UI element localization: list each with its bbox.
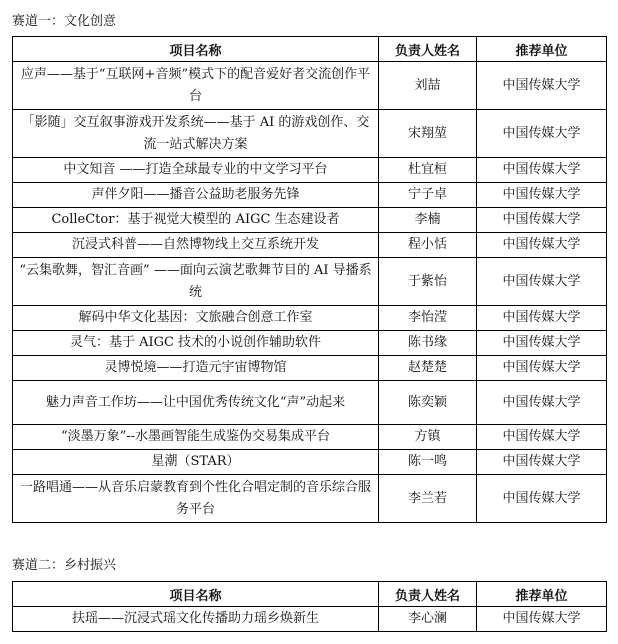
table-row — [13, 425, 607, 450]
project-name: “云集歌舞，智汇音画” ——面向云演艺歌舞节目的 AI 导播系统 — [13, 258, 379, 306]
table-row — [13, 208, 607, 233]
table-row — [13, 475, 607, 523]
table-row — [13, 258, 607, 306]
recommending-unit: 中国传媒大学 — [477, 607, 607, 632]
table-row — [13, 356, 607, 381]
lead-name: 方镇 — [379, 425, 477, 450]
recommending-unit: 中国传媒大学 — [477, 331, 607, 356]
recommending-unit: 中国传媒大学 — [477, 233, 607, 258]
recommending-unit: 中国传媒大学 — [477, 475, 607, 523]
project-table — [12, 36, 607, 523]
header-project-name: 项目名称 — [13, 37, 379, 62]
recommending-unit: 中国传媒大学 — [477, 450, 607, 475]
lead-name: 于紫怡 — [379, 258, 477, 306]
recommending-unit: 中国传媒大学 — [477, 158, 607, 183]
table-header-row — [13, 37, 607, 62]
project-name: 「影随」交互叙事游戏开发系统——基于 AI 的游戏创作、交流一站式解决方案 — [13, 110, 379, 158]
lead-name: 宋翔堃 — [379, 110, 477, 158]
table-row — [13, 62, 607, 110]
header-lead-name: 负责人姓名 — [379, 37, 477, 62]
table-row — [13, 331, 607, 356]
lead-name: 程小恬 — [379, 233, 477, 258]
project-name: 中文知音 ——打造全球最专业的中文学习平台 — [13, 158, 379, 183]
recommending-unit: 中国传媒大学 — [477, 381, 607, 425]
project-name: 星潮（STAR） — [13, 450, 379, 475]
project-name: “淡墨万象”--水墨画智能生成鉴伪交易集成平台 — [13, 425, 379, 450]
project-name: ColleCtor：基于视觉大模型的 AIGC 生态建设者 — [13, 208, 379, 233]
recommending-unit: 中国传媒大学 — [477, 62, 607, 110]
recommending-unit: 中国传媒大学 — [477, 183, 607, 208]
lead-name: 李楠 — [379, 208, 477, 233]
lead-name: 刘喆 — [379, 62, 477, 110]
header-project-name: 项目名称 — [13, 582, 379, 607]
table-row — [13, 110, 607, 158]
project-name: 扶瑶——沉浸式瑶文化传播助力瑶乡焕新生 — [13, 607, 379, 632]
lead-name: 陈奕颖 — [379, 381, 477, 425]
header-lead-name: 负责人姓名 — [379, 582, 477, 607]
project-name: 一路唱通——从音乐启蒙教育到个性化合唱定制的音乐综合服务平台 — [13, 475, 379, 523]
project-name: 沉浸式科普——自然博物线上交互系统开发 — [13, 233, 379, 258]
table-row — [13, 381, 607, 425]
table-row — [13, 306, 607, 331]
table-row — [13, 158, 607, 183]
project-name: 应声——基于“互联网+音频”模式下的配音爱好者交流创作平台 — [13, 62, 379, 110]
lead-name: 陈书缘 — [379, 331, 477, 356]
header-recommending-unit: 推荐单位 — [477, 37, 607, 62]
table-row — [13, 607, 607, 632]
project-name: 灵气：基于 AIGC 技术的小说创作辅助软件 — [13, 331, 379, 356]
project-name: 灵博悦境——打造元宇宙博物馆 — [13, 356, 379, 381]
project-name: 魅力声音工作坊——让中国优秀传统文化“声”动起来 — [13, 381, 379, 425]
lead-name: 李兰若 — [379, 475, 477, 523]
recommending-unit: 中国传媒大学 — [477, 110, 607, 158]
recommending-unit: 中国传媒大学 — [477, 208, 607, 233]
section-title: 赛道二：乡村振兴 — [12, 558, 117, 573]
lead-name: 杜宜桓 — [379, 158, 477, 183]
table-row — [13, 233, 607, 258]
table-header-row — [13, 582, 607, 607]
table-row — [13, 450, 607, 475]
lead-name: 赵楚楚 — [379, 356, 477, 381]
project-name: 声伴夕阳——播音公益助老服务先锋 — [13, 183, 379, 208]
lead-name: 陈一鸣 — [379, 450, 477, 475]
lead-name: 李怡滢 — [379, 306, 477, 331]
recommending-unit: 中国传媒大学 — [477, 306, 607, 331]
recommending-unit: 中国传媒大学 — [477, 425, 607, 450]
project-table — [12, 581, 607, 632]
lead-name: 李心澜 — [379, 607, 477, 632]
lead-name: 宁子卓 — [379, 183, 477, 208]
project-name: 解码中华文化基因：文旅融合创意工作室 — [13, 306, 379, 331]
table-row — [13, 183, 607, 208]
section-title: 赛道一：文化创意 — [12, 14, 117, 29]
recommending-unit: 中国传媒大学 — [477, 258, 607, 306]
header-recommending-unit: 推荐单位 — [477, 582, 607, 607]
recommending-unit: 中国传媒大学 — [477, 356, 607, 381]
